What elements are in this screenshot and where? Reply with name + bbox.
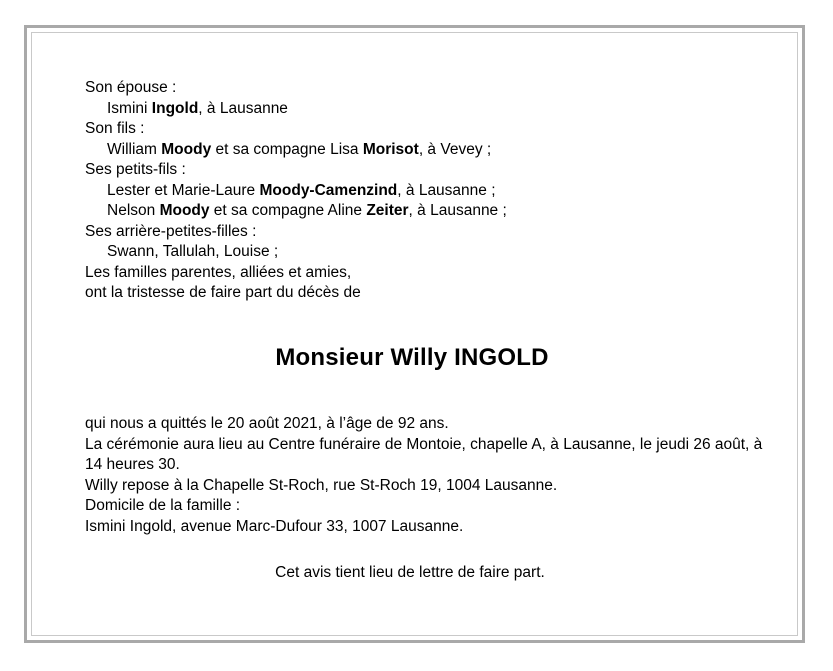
list-item: Nelson Moody et sa compagne Aline Zeiter, à Lausanne ; — [107, 202, 507, 219]
family-list — [85, 78, 767, 304]
detail-line: Willy repose à la Chapelle St-Roch, rue St-Roch 19, 1004 Lausanne. — [85, 476, 558, 494]
deceased-name: Monsieur Willy INGOLD — [275, 343, 549, 371]
list-item: Les familles parentes, alliées et amies, — [85, 263, 352, 281]
list-item: Son fils : — [85, 120, 145, 137]
detail-line: qui nous a quittés le 20 août 2021, à l’âge de 92 ans. — [85, 415, 449, 432]
list-item: Ismini Ingold, à Lausanne — [107, 99, 288, 117]
list-item: Ses arrière-petites-filles : — [85, 222, 257, 240]
list-item: William Moody et sa compagne Lisa Morisot, à Vevey ; — [107, 140, 492, 158]
detail-line: La cérémonie aura lieu au Centre funéraire de Montoie, chapelle A, à Lausanne, le jeudi 26 août, à 14 heures 30. — [85, 435, 767, 473]
list-item: Lester et Marie-Laure Moody-Camenzind, à Lausanne ; — [107, 181, 496, 199]
ceremony-details — [85, 414, 767, 537]
detail-line: Domicile de la famille : — [85, 497, 241, 514]
death-notice-inner-border — [31, 32, 798, 636]
list-item: Swann, Tallulah, Louise ; — [107, 243, 279, 260]
closing-note: Cet avis tient lieu de lettre de faire part. — [275, 564, 545, 581]
death-notice-card — [24, 25, 805, 643]
detail-line: Ismini Ingold, avenue Marc-Dufour 33, 1007 Lausanne. — [85, 517, 464, 535]
list-item: Ses petits-fils : — [85, 161, 186, 178]
death-notice-content — [85, 78, 767, 584]
list-item: Son épouse : — [85, 79, 177, 96]
list-item: ont la tristesse de faire part du décès de — [85, 284, 361, 301]
